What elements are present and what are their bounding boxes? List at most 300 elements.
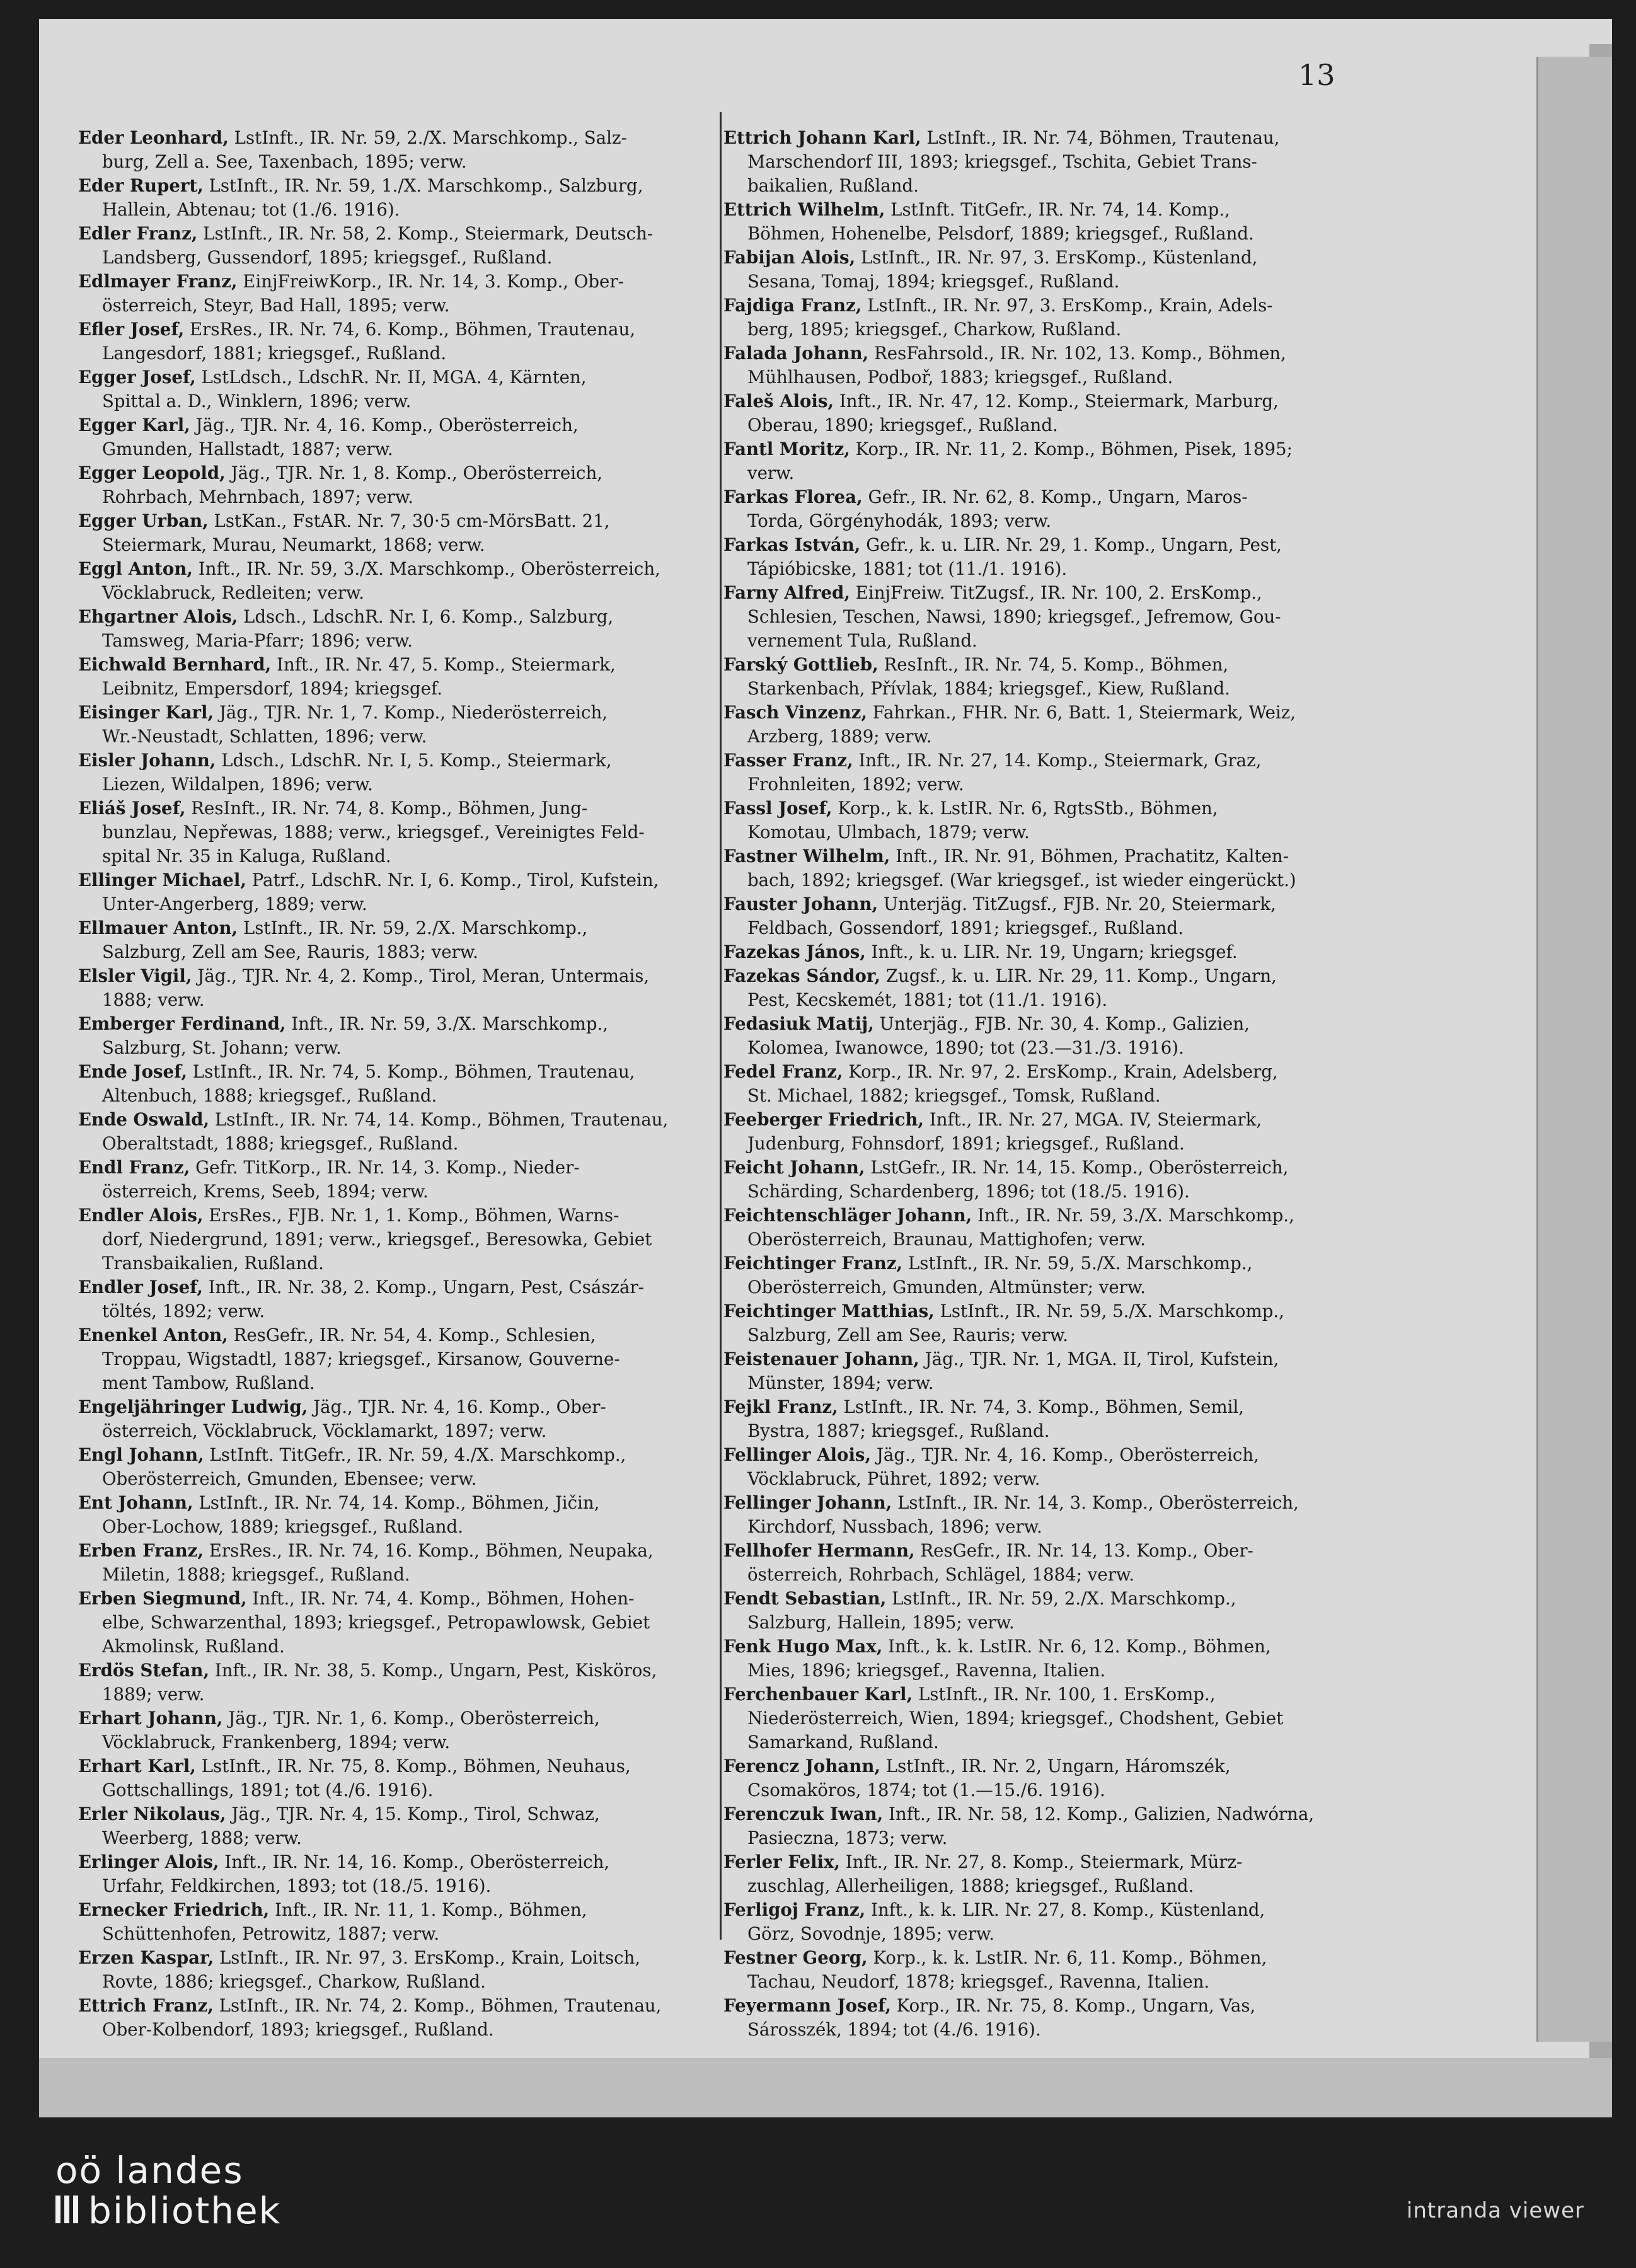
entry-continuation: St. Michael, 1882; kriegsgef., Tomsk, Rußland. [747, 1085, 1161, 1106]
entry-text: ErsRes., FJB. Nr. 1, 1. Komp., Böhmen, Warns- [209, 1205, 619, 1226]
entry-first-line [723, 391, 1279, 412]
entry-continuation: Kolomea, Iwanowce, 1890; tot (23.—31./3. 1916). [747, 1037, 1184, 1058]
entry-continuation: Komotau, Ulmbach, 1879; verw. [747, 822, 1030, 843]
list-item [723, 749, 1360, 797]
entry-continuation: Mies, 1896; kriegsgef., Ravenna, Italien. [747, 1660, 1106, 1681]
list-item [723, 964, 1360, 1012]
list-item [723, 533, 1360, 581]
entry-name: Fasch Vinzenz, [723, 702, 867, 723]
entry-first-line [723, 1947, 1267, 1968]
entry-name: Fedel Franz, [723, 1061, 843, 1082]
logo-bars-icon [55, 2190, 82, 2231]
entry-continuation: Oberaltstadt, 1888; kriegsgef., Rußland. [102, 1133, 459, 1154]
entry-name: Eder Rupert, [78, 175, 204, 196]
entry-first-line [78, 415, 579, 435]
entry-text: Korp., IR. Nr. 97, 2. ErsKomp., Krain, Adelsberg, [848, 1061, 1278, 1082]
entry-first-line [78, 223, 653, 244]
entry-first-line [723, 1253, 1252, 1274]
entry-continuation: Schüttenhofen, Petrowitz, 1887; verw. [102, 1923, 440, 1944]
entry-text: LstInft., IR. Nr. 74, 3. Komp., Böhmen, Semil, [843, 1396, 1245, 1417]
list-item [78, 1060, 716, 1108]
entry-text: Jäg., TJR. Nr. 1, 6. Komp., Oberösterreich, [228, 1708, 600, 1729]
entry-text: Unterjäg., FJB. Nr. 30, 4. Komp., Galizien, [879, 1013, 1250, 1034]
entry-name: Erhart Johann, [78, 1708, 223, 1729]
entry-text: LstKan., FstAR. Nr. 7, 30·5 cm-MörsBatt. 21, [214, 510, 610, 531]
entry-continuation: Transbaikalien, Rußland. [102, 1253, 324, 1274]
entry-first-line [78, 1756, 631, 1776]
entry-first-line [78, 606, 613, 627]
entry-continuation: Landsberg, Gussendorf, 1895; kriegsgef., Rußland. [102, 247, 553, 268]
entry-first-line [78, 1851, 609, 1872]
entry-text: Inft., IR. Nr. 59, 3./X. Marschkomp., Oberösterreich, [198, 558, 660, 579]
list-item [723, 294, 1360, 342]
entry-first-line [78, 319, 635, 340]
list-item [723, 1730, 1360, 1754]
entry-name: Erhart Karl, [78, 1756, 196, 1776]
entry-first-line [723, 750, 1261, 771]
entry-text: LstInft. TitGefr., IR. Nr. 74, 14. Komp., [890, 199, 1230, 220]
list-item [78, 1156, 716, 1204]
entry-text: Jäg., TJR. Nr. 4, 2. Komp., Tirol, Meran, Untermais, [197, 965, 650, 986]
list-item [78, 557, 716, 605]
entry-first-line [723, 1301, 1284, 1321]
entry-continuation: Langesdorf, 1881; kriegsgef., Rußland. [102, 343, 447, 364]
entry-continuation: Mühlhausen, Podboř, 1883; kriegsgef., Rußland. [747, 367, 1173, 388]
entry-continuation: Salzburg, Hallein, 1895; verw. [747, 1612, 1015, 1633]
entry-continuation: 1888; verw. [102, 989, 205, 1010]
entry-text: LstInft., IR. Nr. 97, 3. ErsKomp., Krain, Adels- [867, 295, 1273, 316]
list-item [723, 1683, 1360, 1730]
entry-first-line [723, 654, 1228, 675]
list-item [723, 1754, 1360, 1802]
entry-name: Erlinger Alois, [78, 1851, 219, 1872]
entry-continuation: Pest, Kecskemét, 1881; tot (11./1. 1916). [747, 989, 1108, 1010]
entry-first-line [723, 1396, 1244, 1417]
entry-name: Ernecker Friedrich, [78, 1899, 270, 1920]
entry-text: Inft., IR. Nr. 47, 5. Komp., Steiermark, [277, 654, 616, 675]
entry-name: Ettrich Johann Karl, [723, 127, 921, 148]
list-item [723, 174, 1360, 198]
entry-text: LstInft., IR. Nr. 59, 5./X. Marschkomp., [940, 1301, 1284, 1321]
entry-continuation: Münster, 1894; verw. [747, 1373, 934, 1393]
entry-continuation: österreich, Steyr, Bad Hall, 1895; verw. [102, 295, 450, 316]
entry-continuation: Kirchdorf, Nussbach, 1896; verw. [747, 1516, 1042, 1537]
entry-text: LstInft., IR. Nr. 97, 3. ErsKomp., Krain, Loitsch, [219, 1947, 641, 1968]
list-item [723, 1850, 1360, 1898]
list-item [78, 1539, 716, 1587]
entry-first-line [723, 295, 1273, 316]
entry-name: Feicht Johann, [723, 1157, 865, 1178]
entry-first-line [723, 1540, 1253, 1561]
entry-name: Edler Franz, [78, 223, 198, 244]
entry-name: Engl Johann, [78, 1444, 204, 1465]
entry-continuation: bunzlau, Nepřewas, 1888; verw., kriegsgef., Vereinigtes Feld- [102, 822, 645, 843]
entry-first-line [723, 534, 1282, 555]
logo-line2-text: bibliothek [88, 2189, 282, 2232]
entry-text: ResGefr., IR. Nr. 14, 13. Komp., Ober- [920, 1540, 1253, 1561]
entry-first-line [78, 1396, 606, 1417]
entry-name: Erler Nikolaus, [78, 1804, 226, 1824]
entry-first-line [78, 1899, 587, 1920]
entry-text: Inft., IR. Nr. 14, 16. Komp., Oberösterreich, [224, 1851, 610, 1872]
entry-continuation: Akmolinsk, Rußland. [102, 1636, 285, 1657]
entry-name: Ent Johann, [78, 1492, 193, 1513]
right-column [723, 126, 1360, 2042]
list-item [723, 437, 1360, 485]
entry-first-line [78, 870, 659, 890]
entry-name: Fenk Hugo Max, [723, 1636, 883, 1657]
entry-continuation: Altenbuch, 1888; kriegsgef., Rußland. [102, 1085, 437, 1106]
entry-name: Fendt Sebastian, [723, 1588, 887, 1609]
entry-first-line [78, 1540, 654, 1561]
entry-first-line [723, 702, 1296, 723]
entry-continuation: Torda, Görgényhodák, 1893; verw. [747, 510, 1052, 531]
entry-first-line [723, 1444, 1259, 1465]
entry-first-line [78, 702, 608, 723]
entry-text: Gefr., k. u. LIR. Nr. 29, 1. Komp., Ungarn, Pest, [866, 534, 1282, 555]
list-item [78, 1204, 716, 1252]
entry-first-line [78, 1492, 599, 1513]
list-item [723, 1395, 1360, 1443]
entry-first-line [723, 582, 1262, 603]
list-item [723, 1443, 1360, 1491]
entry-name: Fazekas János, [723, 941, 866, 962]
entry-continuation: Rovte, 1886; kriegsgef., Charkow, Rußland. [102, 1971, 486, 1992]
entry-name: Fasser Franz, [723, 750, 853, 771]
entry-name: Ende Josef, [78, 1061, 187, 1082]
entry-continuation: Csomaköros, 1874; tot (1.—15./6. 1916). [747, 1780, 1105, 1800]
entry-text: ErsRes., IR. Nr. 74, 6. Komp., Böhmen, Trautenau, [190, 319, 635, 340]
list-item [78, 605, 716, 653]
list-item [723, 1898, 1360, 1946]
entry-text: Fahrkan., FHR. Nr. 6, Batt. 1, Steiermark, Weiz, [872, 702, 1296, 723]
entry-continuation: Wr.-Neustadt, Schlatten, 1896; verw. [102, 726, 427, 747]
entry-continuation: Spittal a. D., Winklern, 1896; verw. [102, 391, 412, 412]
page-edge [1536, 57, 1612, 2042]
entry-first-line [78, 271, 624, 292]
entry-continuation: Liezen, Wildalpen, 1896; verw. [102, 774, 373, 795]
entry-text: ResGefr., IR. Nr. 54, 4. Komp., Schlesien, [233, 1325, 596, 1345]
entry-text: Inft., IR. Nr. 59, 3./X. Marschkomp., [291, 1013, 609, 1034]
entry-continuation: Tápióbicske, 1881; tot (11./1. 1916). [747, 558, 1068, 579]
entry-first-line [723, 1013, 1250, 1034]
entry-continuation: 1889; verw. [102, 1684, 205, 1705]
entry-first-line [723, 1684, 1215, 1705]
entry-text: Inft., IR. Nr. 38, 2. Komp., Ungarn, Pest, Császár- [208, 1277, 644, 1298]
list-item [78, 1491, 716, 1539]
entry-continuation: bach, 1892; kriegsgef. (War kriegsgef., ist wieder eingerückt.) [747, 870, 1296, 890]
entry-name: Fabijan Alois, [723, 247, 856, 268]
list-item [78, 1946, 716, 1994]
entry-continuation: Pasieczna, 1873; verw. [747, 1828, 948, 1848]
entry-continuation: Starkenbach, Přívlak, 1884; kriegsgef., Kiew, Rußland. [747, 678, 1230, 699]
list-item [723, 1635, 1360, 1683]
page-bottom-edge [39, 2058, 1612, 2117]
list-item [78, 701, 716, 749]
entry-continuation: Frohnleiten, 1892; verw. [747, 774, 964, 795]
entry-text: LstInft., IR. Nr. 100, 1. ErsKomp., [918, 1684, 1216, 1705]
logo-line2 [55, 2190, 281, 2231]
list-item [78, 916, 716, 964]
entry-text: Inft., IR. Nr. 27, 8. Komp., Steiermark, Mürz- [845, 1851, 1243, 1872]
entry-text: Ldsch., LdschR. Nr. I, 5. Komp., Steiermark, [221, 750, 612, 771]
entry-continuation: vernement Tula, Rußland. [747, 630, 977, 651]
list-item [78, 868, 716, 916]
list-item [78, 126, 716, 174]
entry-text: Korp., k. k. LstIR. Nr. 6, RgtsStb., Böhmen, [838, 798, 1218, 819]
list-item [723, 1204, 1360, 1252]
entry-text: Inft., k. k. LIR. Nr. 27, 8. Komp., Küstenland, [871, 1899, 1265, 1920]
list-item [78, 1275, 716, 1323]
entry-text: LstInft., IR. Nr. 59, 2./X. Marschkomp., [892, 1588, 1236, 1609]
entry-continuation: Schärding, Schardenberg, 1896; tot (18./5. 1916). [747, 1181, 1190, 1202]
list-item [723, 389, 1360, 437]
entry-first-line [723, 247, 1257, 268]
entry-continuation: Niederösterreich, Wien, 1894; kriegsgef., Chodshent, Gebiet [747, 1708, 1284, 1729]
entry-name: Egger Josef, [78, 367, 196, 388]
list-item [78, 797, 716, 844]
entry-continuation: verw. [747, 463, 795, 483]
left-column [78, 126, 716, 2042]
list-item [723, 1347, 1360, 1395]
entry-first-line [723, 1109, 1262, 1130]
list-item [723, 1252, 1360, 1299]
entry-name: Feichtinger Franz, [723, 1253, 903, 1274]
entry-name: Faleš Alois, [723, 391, 834, 412]
list-item [723, 797, 1360, 844]
entry-continuation: Gottschallings, 1891; tot (4./6. 1916). [102, 1780, 434, 1800]
entry-first-line [723, 798, 1218, 819]
entry-continuation: Oberau, 1890; kriegsgef., Rußland. [747, 415, 1058, 435]
entry-continuation: elbe, Schwarzenthal, 1893; kriegsgef., Petropawlowsk, Gebiet [102, 1612, 650, 1633]
entry-continuation: Bystra, 1887; kriegsgef., Rußland. [747, 1420, 1050, 1441]
entry-name: Egger Leopold, [78, 463, 226, 483]
list-item [723, 653, 1360, 701]
entry-text: Jäg., TJR. Nr. 4, 16. Komp., Oberösterreich, [876, 1444, 1259, 1465]
list-item [78, 1443, 716, 1491]
list-item [78, 1395, 716, 1443]
entry-first-line [78, 1205, 619, 1226]
list-item [723, 198, 1360, 246]
list-item [723, 1946, 1360, 1994]
entry-text: Inft., IR. Nr. 74, 4. Komp., Böhmen, Hohen- [252, 1588, 635, 1609]
entry-name: Fazekas Sándor, [723, 965, 881, 986]
entry-continuation: Ober-Kolbendorf, 1893; kriegsgef., Rußland. [102, 2019, 494, 2040]
entry-first-line [723, 1804, 1314, 1824]
entry-text: Korp., IR. Nr. 75, 8. Komp., Ungarn, Vas, [896, 1995, 1256, 2016]
list-item [78, 964, 716, 1012]
entry-text: Inft., IR. Nr. 91, Böhmen, Prachatitz, Kalten- [896, 846, 1289, 866]
entry-first-line [78, 1157, 580, 1178]
entry-name: Erben Franz, [78, 1540, 204, 1561]
entry-first-line [78, 965, 649, 986]
entry-name: Endler Alois, [78, 1205, 204, 1226]
library-logo[interactable] [55, 2150, 281, 2231]
entry-text: LstInft., IR. Nr. 74, 14. Komp., Böhmen, Trautenau, [214, 1109, 669, 1130]
entry-continuation: Feldbach, Gossendorf, 1891; kriegsgef., Rußland. [747, 918, 1184, 938]
entry-continuation: Arzberg, 1889; verw. [747, 726, 932, 747]
entry-text: ErsRes., IR. Nr. 74, 16. Komp., Böhmen, Neupaka, [209, 1540, 654, 1561]
list-item [723, 581, 1360, 629]
entry-continuation: österreich, Rohrbach, Schlägel, 1884; verw. [747, 1564, 1135, 1585]
entry-name: Farkas István, [723, 534, 861, 555]
entry-name: Fellinger Alois, [723, 1444, 872, 1465]
entry-text: LstInft., IR. Nr. 59, 5./X. Marschkomp., [907, 1253, 1253, 1274]
list-item [78, 1635, 716, 1659]
entry-text: Gefr., IR. Nr. 62, 8. Komp., Ungarn, Maros- [868, 486, 1248, 507]
entry-first-line [78, 127, 627, 148]
entry-first-line [78, 1804, 600, 1824]
entry-first-line [723, 439, 1293, 459]
entry-text: LstInft., IR. Nr. 75, 8. Komp., Böhmen, Neuhaus, [201, 1756, 631, 1776]
entry-first-line [723, 127, 1279, 148]
list-item [723, 1802, 1360, 1850]
entry-first-line [78, 463, 602, 483]
entry-text: Jäg., TJR. Nr. 1, MGA. II, Tirol, Kufstein, [925, 1349, 1279, 1369]
entry-text: LstInft., IR. Nr. 58, 2. Komp., Steiermark, Deutsch- [203, 223, 654, 244]
entry-first-line [78, 1708, 600, 1729]
entry-text: Zugsf., k. u. LIR. Nr. 29, 11. Komp., Ungarn, [885, 965, 1277, 986]
entry-text: LstGefr., IR. Nr. 14, 15. Komp., Oberösterreich, [870, 1157, 1289, 1178]
entry-first-line [723, 846, 1289, 866]
list-item [78, 1754, 716, 1802]
entry-name: Feeberger Friedrich, [723, 1109, 925, 1130]
entry-continuation: ment Tambow, Rußland. [102, 1373, 315, 1393]
entry-name: Fauster Johann, [723, 894, 878, 914]
entry-text: LstInft. TitGefr., IR. Nr. 59, 4./X. Marschkomp., [209, 1444, 626, 1465]
entry-text: Inft., IR. Nr. 11, 1. Komp., Böhmen, [275, 1899, 587, 1920]
entry-first-line [78, 510, 610, 531]
entry-continuation: Vöcklabruck, Frankenberg, 1894; verw. [102, 1732, 451, 1753]
entry-continuation: Hallein, Abtenau; tot (1./6. 1916). [102, 199, 400, 220]
list-item [78, 413, 716, 461]
list-item [78, 653, 716, 701]
entry-name: Edlmayer Franz, [78, 271, 238, 292]
entry-continuation: Miletin, 1888; kriegsgef., Rußland. [102, 1564, 410, 1585]
entry-text: Jäg., TJR. Nr. 1, 7. Komp., Niederösterreich, [219, 702, 608, 723]
list-item [723, 1012, 1360, 1060]
entry-name: Eder Leonhard, [78, 127, 229, 148]
entry-text: LstInft., IR. Nr. 59, 2./X. Marschkomp., Salz- [234, 127, 627, 148]
entry-continuation: österreich, Vöcklabruck, Vöcklamarkt, 1897; verw. [102, 1420, 547, 1441]
page-number: 13 [1298, 58, 1335, 92]
entry-text: Jäg., TJR. Nr. 4, 15. Komp., Tirol, Schwaz, [231, 1804, 600, 1824]
entry-first-line [78, 1061, 635, 1082]
entry-name: Elsler Vigil, [78, 965, 192, 986]
entry-name: Egger Karl, [78, 415, 190, 435]
entry-continuation: Görz, Sovodnje, 1895; verw. [747, 1923, 995, 1944]
entry-continuation: Gmunden, Hallstadt, 1887; verw. [102, 439, 393, 459]
list-item [723, 1060, 1360, 1108]
entry-name: Erzen Kaspar, [78, 1947, 214, 1968]
entry-continuation: Leibnitz, Empersdorf, 1894; kriegsgef. [102, 678, 442, 699]
entry-continuation: Oberösterreich, Gmunden, Ebensee; verw. [102, 1468, 477, 1489]
entry-first-line [723, 343, 1286, 364]
entry-continuation: Oberösterreich, Braunau, Mattighofen; verw. [747, 1229, 1146, 1250]
entry-name: Ende Oswald, [78, 1109, 210, 1130]
entry-name: Eisler Johann, [78, 750, 216, 771]
entry-name: Efler Josef, [78, 319, 185, 340]
entry-text: LstInft., IR. Nr. 74, 2. Komp., Böhmen, Trautenau, [219, 1995, 662, 2016]
list-item [78, 1108, 716, 1156]
entry-text: ResInft., IR. Nr. 74, 8. Komp., Böhmen, Jung- [191, 798, 588, 819]
entry-text: Inft., IR. Nr. 38, 5. Komp., Ungarn, Pest, Kisköros, [214, 1660, 657, 1681]
list-item [723, 701, 1360, 749]
list-item [723, 342, 1360, 389]
entry-continuation: Weerberg, 1888; verw. [102, 1828, 302, 1848]
entry-continuation: berg, 1895; kriegsgef., Charkow, Rußland. [747, 319, 1122, 340]
list-item [723, 1108, 1360, 1156]
entry-text: Patrf., LdschR. Nr. I, 6. Komp., Tirol, Kufstein, [251, 870, 659, 890]
list-item [723, 1156, 1360, 1204]
entry-text: ResInft., IR. Nr. 74, 5. Komp., Böhmen, [884, 654, 1229, 675]
entry-text: ResFahrsold., IR. Nr. 102, 13. Komp., Böhmen, [874, 343, 1286, 364]
entry-continuation: spital Nr. 35 in Kaluga, Rußland. [102, 846, 391, 866]
entry-text: Ldsch., LdschR. Nr. I, 6. Komp., Salzburg, [243, 606, 614, 627]
list-item [78, 1323, 716, 1371]
entry-continuation: Rohrbach, Mehrnbach, 1897; verw. [102, 486, 413, 507]
list-item [78, 1371, 716, 1395]
list-item [78, 1587, 716, 1635]
viewer-label[interactable]: intranda viewer [1406, 2198, 1584, 2223]
entry-first-line [723, 1851, 1242, 1872]
entry-name: Farny Alfred, [723, 582, 850, 603]
entry-text: Korp., IR. Nr. 11, 2. Komp., Böhmen, Pisek, 1895; [855, 439, 1293, 459]
entry-name: Erben Siegmund, [78, 1588, 247, 1609]
entry-name: Fantl Moritz, [723, 439, 850, 459]
entry-name: Ettrich Wilhelm, [723, 199, 885, 220]
entry-name: Endler Josef, [78, 1277, 203, 1298]
entry-name: Erdös Stefan, [78, 1660, 210, 1681]
list-item [78, 1659, 716, 1707]
entry-name: Falada Johann, [723, 343, 869, 364]
entry-name: Eisinger Karl, [78, 702, 214, 723]
entry-name: Feistenauer Johann, [723, 1349, 919, 1369]
entry-text: Inft., IR. Nr. 47, 12. Komp., Steiermark, Marburg, [839, 391, 1279, 412]
list-item [78, 1898, 716, 1946]
entry-first-line [78, 1947, 640, 1968]
entry-text: Jäg., TJR. Nr. 4, 16. Komp., Ober- [313, 1396, 606, 1417]
entry-first-line [723, 1899, 1265, 1920]
entry-first-line [78, 1277, 644, 1298]
entry-continuation: Marschendorf III, 1893; kriegsgef., Tschita, Gebiet Trans- [747, 151, 1257, 172]
entry-continuation: Schlesien, Teschen, Nawsi, 1890; kriegsgef., Jefremow, Gou- [747, 606, 1281, 627]
entry-continuation: Unter-Angerberg, 1889; verw. [102, 894, 367, 914]
entry-text: LstInft., IR. Nr. 74, 14. Komp., Böhmen, Jičin, [199, 1492, 600, 1513]
entry-first-line [723, 1995, 1255, 2016]
entry-name: Egger Urban, [78, 510, 209, 531]
entry-text: Jäg., TJR. Nr. 4, 16. Komp., Oberösterreich, [195, 415, 579, 435]
entry-name: Ehgartner Alois, [78, 606, 238, 627]
entry-name: Feichtenschläger Johann, [723, 1205, 972, 1226]
entry-name: Eggl Anton, [78, 558, 193, 579]
list-item [723, 940, 1360, 964]
logo-line1: oö landes [55, 2149, 244, 2192]
entry-first-line [723, 1588, 1236, 1609]
entry-continuation: Salzburg, St. Johann; verw. [102, 1037, 342, 1058]
entry-name: Ellinger Michael, [78, 870, 246, 890]
entry-first-line [723, 1636, 1271, 1657]
entry-continuation: töltés, 1892; verw. [102, 1301, 265, 1321]
entry-text: Inft., k. u. LIR. Nr. 19, Ungarn; kriegsgef. [871, 941, 1238, 962]
entry-text: LstInft., IR. Nr. 14, 3. Komp., Oberösterreich, [897, 1492, 1299, 1513]
entry-name: Fassl Josef, [723, 798, 832, 819]
entry-first-line [78, 367, 587, 388]
list-item [78, 461, 716, 509]
entry-continuation: österreich, Krems, Seeb, 1894; verw. [102, 1181, 429, 1202]
entry-name: Ferchenbauer Karl, [723, 1684, 913, 1705]
entry-first-line [78, 654, 616, 675]
